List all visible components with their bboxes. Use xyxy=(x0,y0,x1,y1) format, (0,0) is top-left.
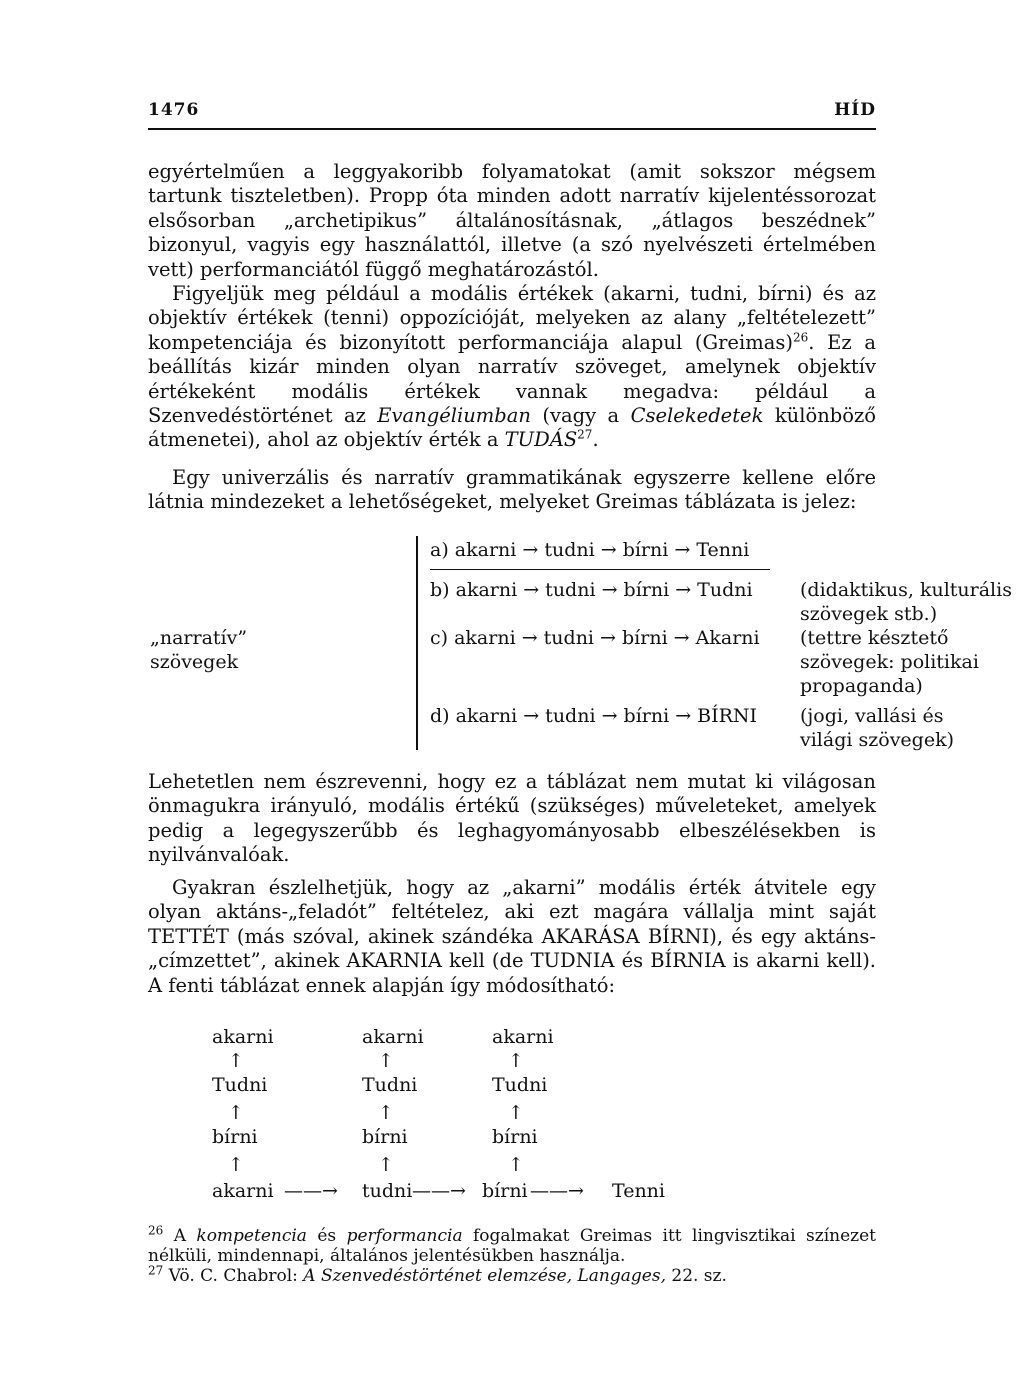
footnote-26-es: és xyxy=(306,1226,347,1246)
footnote-27-number: 27 xyxy=(148,1263,164,1278)
diag-c2-birni: bírni xyxy=(362,1126,408,1148)
running-head xyxy=(148,100,876,120)
diag-c2-arrow-2: ↑ xyxy=(378,1102,394,1124)
p2-part-c: (vagy a xyxy=(530,404,631,428)
diag-c3-tudni: Tudni xyxy=(492,1074,548,1096)
schema-row-d: d) akarni → tudni → bírni → BÍRNI xyxy=(430,705,758,727)
diag-c1-arrow-3: ↑ xyxy=(228,1154,244,1176)
paragraph-2 xyxy=(148,282,876,453)
footnote-26-kompetencia: kompetencia xyxy=(196,1226,307,1246)
footnote-26-text-a: A xyxy=(163,1226,197,1246)
modified-diagram xyxy=(212,1025,692,1205)
schema-label xyxy=(150,626,247,674)
p2-part-e: . xyxy=(592,428,599,452)
paragraph-1 xyxy=(148,160,876,282)
p2-part-a: Figyeljük meg például a modális értékek (akarni, tudni, bírni) és az objektív értékek (tenni) oppozícióját, melyeken az alany „feltételezett” kompetenciája és bizonyított performanciája alapul (Greimas) xyxy=(148,282,876,354)
footnote-26-text-b: fogalmakat Greimas itt lingvisztikai színezet nélküli, mindennapi, általános jelentésükben használja. xyxy=(148,1226,876,1266)
footnote-27-text-b: 22. sz. xyxy=(665,1266,727,1286)
diag-c3-birni: bírni xyxy=(492,1126,538,1148)
paragraph-5 xyxy=(148,876,876,998)
footnote-26-number: 26 xyxy=(148,1223,164,1238)
footnote-26-performancia: performancia xyxy=(346,1226,463,1246)
journal-title: HÍD xyxy=(834,100,876,120)
diag-c2-bottom: tudni xyxy=(362,1180,413,1202)
paragraph-3-text: Egy univerzális és narratív grammatikának egyszerre kellene előre látnia mindezeket a lehetőségeket, melyeket Greimas táblázata is jelez: xyxy=(148,466,876,514)
schema-note-b-1: (didaktikus, kulturális xyxy=(800,579,1012,601)
diag-c3-akarni: akarni xyxy=(492,1026,554,1048)
diag-c3-arrow-1: ↑ xyxy=(508,1050,524,1072)
diag-final-tenni: Tenni xyxy=(612,1180,665,1202)
footnote-27 xyxy=(148,1263,876,1286)
diag-c3-arrow-3: ↑ xyxy=(508,1154,524,1176)
schema-note-b-2: szövegek stb.) xyxy=(800,603,938,625)
schema-note-d-2: világi szövegek) xyxy=(800,729,955,751)
paragraph-4-text: Lehetetlen nem észrevenni, hogy ez a táblázat nem mutat ki világosan önmagukra irányuló, modális értékű (szükséges) műveleteket, amelyek pedig a legegyszerűbb és leghagyományosabb elbeszélésekben is nyilvánvalóak. xyxy=(148,770,876,867)
paragraph-3 xyxy=(148,466,876,515)
footnote-ref-26: 26 xyxy=(792,330,809,345)
diag-h-arrow-2: ——→ xyxy=(412,1180,466,1202)
footnotes xyxy=(148,1223,876,1286)
p2-cselekedetek: Cselekedetek xyxy=(630,404,764,428)
diag-h-arrow-1: ——→ xyxy=(284,1180,338,1202)
greimas-table xyxy=(148,536,1012,756)
diag-c1-arrow-1: ↑ xyxy=(228,1050,244,1072)
diag-c3-arrow-2: ↑ xyxy=(508,1102,524,1124)
diag-c1-bottom: akarni xyxy=(212,1180,274,1202)
diag-c1-akarni: akarni xyxy=(212,1026,274,1048)
diag-c3-bottom: bírni xyxy=(482,1180,528,1202)
schema-row-a: a) akarni → tudni → bírni → Tenni xyxy=(430,539,750,561)
header-rule xyxy=(148,128,876,130)
footnote-27-title: A Szenvedéstörténet elemzése, Langages, xyxy=(303,1266,666,1286)
schema-label-line-1: „narratív” xyxy=(150,627,248,649)
diag-c1-tudni: Tudni xyxy=(212,1074,268,1096)
diag-c2-akarni: akarni xyxy=(362,1026,424,1048)
p2-tudas: TUDÁS xyxy=(504,428,578,452)
paragraph-4 xyxy=(148,770,876,868)
paragraph-1-text: egyértelműen a leggyakoribb folyamatokat (amit sokszor mégsem tartunk tiszteletben). Propp óta minden adott narratív kijelentéssorozat elsősorban „archetipikus” általánosításnak, „átlagos beszédnek” bizonyul, vagyis egy használattól, illetve (a szó nyelvészeti értelmében vett) performanciától függő meghatározástól. xyxy=(148,160,876,281)
schema-note-c-3: propaganda) xyxy=(800,675,923,697)
schema-row-b: b) akarni → tudni → bírni → Tudni xyxy=(430,579,753,601)
diag-c1-arrow-2: ↑ xyxy=(228,1102,244,1124)
footnote-26 xyxy=(148,1223,876,1266)
schema-note-c-2: szövegek: politikai xyxy=(800,651,979,673)
diag-c2-arrow-3: ↑ xyxy=(378,1154,394,1176)
schema-label-line-2: szövegek xyxy=(150,651,239,673)
p2-part-d: különböző átmenetei), ahol az objektív érték a xyxy=(148,404,876,452)
footnote-27-text-a: Vö. C. Chabrol: xyxy=(163,1266,304,1286)
paragraph-5-text: Gyakran észlelhetjük, hogy az „akarni” modális érték átvitele egy olyan aktáns-„feladót” feltételez, aki ezt magára vállalja mint saját TETTÉT (más szóval, akinek szándéka AKARÁSA BÍRNI), és egy aktáns-„címzettet”, akinek AKARNIA kell (de TUDNIA és BÍRNIA is akarni kell). A fenti táblázat ennek alapján így módosítható: xyxy=(148,876,876,997)
footnote-ref-27: 27 xyxy=(577,427,593,442)
p2-part-b: . Ez a beállítás kizár minden olyan narratív szöveget, amelynek objektív értékeként modális értékek vannak megadva: például a Szenvedéstörténet az xyxy=(148,330,877,428)
schema-brace xyxy=(416,536,428,750)
diag-c1-birni: bírni xyxy=(212,1126,258,1148)
paragraph-2-text xyxy=(148,282,876,453)
schema-note-c-1: (tettre késztető xyxy=(800,627,949,649)
schema-row-c: c) akarni → tudni → bírni → Akarni xyxy=(430,627,760,649)
schema-note-d-1: (jogi, vallási és xyxy=(800,705,944,727)
diag-c2-arrow-1: ↑ xyxy=(378,1050,394,1072)
page-number: 1476 xyxy=(148,100,200,120)
diag-c2-tudni: Tudni xyxy=(362,1074,418,1096)
schema-separator xyxy=(430,569,770,570)
diag-h-arrow-3: ——→ xyxy=(530,1180,584,1202)
p2-evangelium: Evangéliumban xyxy=(377,404,531,428)
